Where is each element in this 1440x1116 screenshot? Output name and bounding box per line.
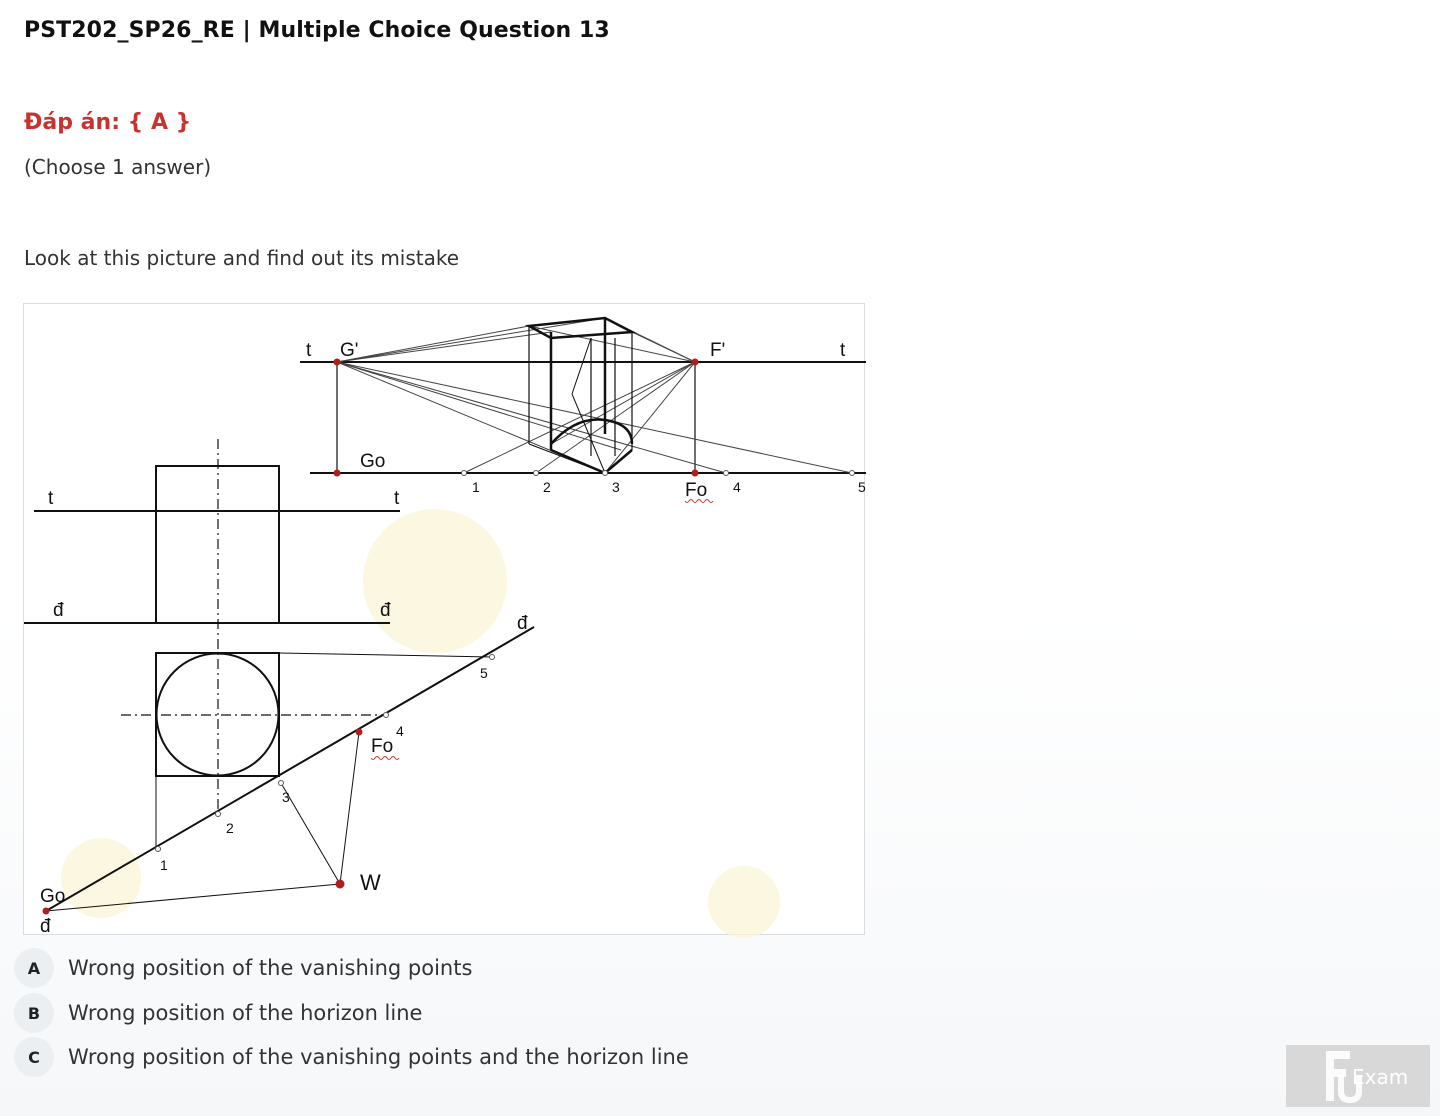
label-g-prime: G'	[340, 340, 359, 361]
label-t-right: t	[840, 340, 846, 361]
label-1-perspective: 1	[472, 479, 480, 495]
point-fo-plan	[356, 729, 363, 736]
faint-watermark-circle	[708, 866, 780, 938]
instruction-text: (Choose 1 answer)	[24, 155, 212, 179]
label-2-perspective: 2	[543, 479, 551, 495]
question-title: PST202_SP26_RE | Multiple Choice Question 13	[24, 18, 610, 43]
sight-line-fo	[340, 732, 359, 884]
option-a[interactable]	[14, 948, 472, 988]
fu-exam-watermark	[1286, 1045, 1430, 1107]
option-b-badge: B	[14, 993, 54, 1033]
label-5-plan: 5	[480, 665, 488, 681]
construction-rays	[337, 318, 852, 473]
vanishing-point-f	[692, 359, 699, 366]
option-b[interactable]	[14, 993, 422, 1033]
option-c-text: Wrong position of the vanishing points and the horizon line	[68, 1045, 689, 1069]
option-c[interactable]	[14, 1037, 689, 1077]
label-fo-perspective: Fo	[685, 480, 708, 501]
perspective-box	[529, 318, 632, 473]
label-d-front-right: đ	[380, 600, 391, 621]
label-d-front-left: đ	[53, 600, 64, 621]
label-go-plan: Go	[40, 886, 66, 907]
point-go-plan	[43, 908, 50, 915]
watermark-text: Exam	[1352, 1065, 1409, 1089]
ground-point-3	[603, 471, 608, 476]
option-a-text: Wrong position of the vanishing points	[68, 956, 473, 980]
point-fo-perspective	[692, 470, 699, 477]
label-3-perspective: 3	[612, 479, 620, 495]
label-go-perspective: Go	[360, 451, 386, 472]
ground-point-5	[850, 471, 855, 476]
plan-point-3	[279, 781, 284, 786]
plan-point-1	[156, 847, 161, 852]
station-point-w	[336, 880, 345, 889]
spellcheck-underline	[371, 757, 399, 760]
label-4-perspective: 4	[733, 479, 741, 495]
label-t-left: t	[306, 340, 312, 361]
sight-line-3	[281, 783, 340, 884]
label-fo-plan: Fo	[371, 736, 394, 757]
perspective-drawing-figure	[23, 303, 865, 935]
label-3-plan: 3	[282, 789, 290, 805]
perspective-drawing-svg	[24, 304, 866, 936]
option-a-badge: A	[14, 948, 54, 988]
plan-point-2	[216, 812, 221, 817]
label-4-plan: 4	[396, 723, 404, 739]
point-go-perspective	[334, 470, 341, 477]
label-5-perspective: 5	[858, 479, 866, 495]
label-t-front-left: t	[48, 488, 54, 509]
spellcheck-underline	[685, 500, 713, 503]
label-d-plan-bottom: đ	[40, 916, 51, 937]
option-b-text: Wrong position of the horizon line	[68, 1001, 423, 1025]
question-text: Look at this picture and find out its mistake	[24, 246, 460, 270]
ground-point-2	[534, 471, 539, 476]
label-f-prime: F'	[710, 340, 726, 361]
label-1-plan: 1	[160, 857, 168, 873]
ground-point-4	[724, 471, 729, 476]
label-2-plan: 2	[226, 820, 234, 836]
picture-plane-line-dd	[46, 627, 534, 911]
label-t-front-right: t	[394, 488, 400, 509]
plan-point-4	[384, 713, 389, 718]
faint-watermark-circle	[363, 509, 507, 653]
ground-point-1	[462, 471, 467, 476]
option-c-badge: C	[14, 1037, 54, 1077]
label-w: W	[360, 870, 381, 895]
label-d-plan-top: đ	[517, 613, 528, 634]
plan-point-5	[490, 655, 495, 660]
answer-key: Đáp án: { A }	[24, 110, 192, 135]
projection-line-5	[279, 653, 492, 657]
